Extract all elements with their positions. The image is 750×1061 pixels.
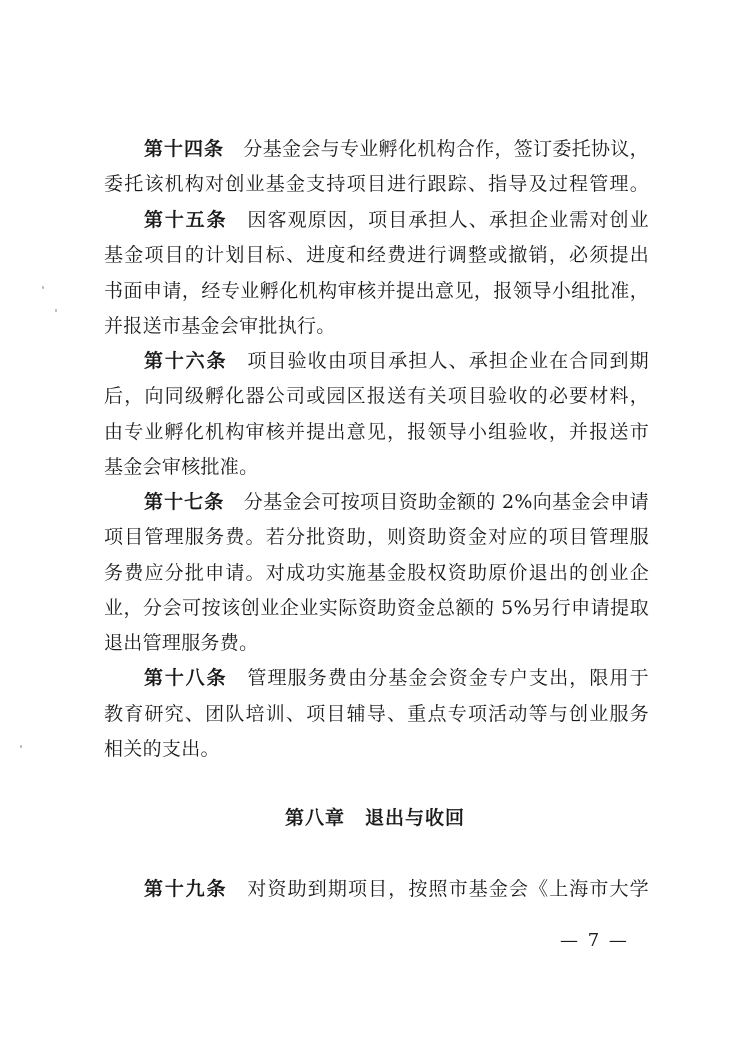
article-16-text: 项目验收由项目承担人、承担企业在合同到期 [247,350,649,372]
article-18-line-3: 相关的支出。 [104,738,220,760]
scan-speck [55,309,57,312]
article-18-text: 管理服务费由分基金会资金专户支出，限用于 [247,667,649,689]
article-19-first-line [144,877,649,901]
article-14-line-2: 委托该机构对创业基金支持项目进行跟踪、指导及过程管理。 [104,173,649,195]
article-14-text: 分基金会与专业孵化机构合作，签订委托协议， [243,138,649,160]
article-15-first-line [144,208,649,232]
article-17-label: 第十七条 [144,491,225,513]
article-17-line-3: 务费应分批申请。对成功实施基金股权资助原价退出的创业企 [104,562,649,584]
chapter-heading: 第八章 退出与收回 [284,807,465,829]
article-19-label: 第十九条 [144,878,228,900]
article-17-line-5: 退出管理服务费。 [104,632,259,654]
article-17-text: 分基金会可按项目资助金额的 2%向基金会申请 [243,491,649,513]
article-15-line-3: 书面申请，经专业孵化机构审核并提出意见，报领导小组批准， [104,280,649,302]
scan-speck [20,745,22,748]
article-15-label: 第十五条 [144,209,228,231]
article-16-first-line [144,349,649,373]
article-17-first-line [144,490,649,514]
article-16-line-4: 基金会审核批准。 [104,456,259,478]
article-14-first-line [144,137,649,161]
article-18-first-line [144,666,649,690]
article-15-text: 因客观原因，项目承担人、承担企业需对创业 [247,209,649,231]
article-19-text: 对资助到期项目，按照市基金会《上海市大学 [247,878,649,900]
article-15-line-4: 并报送市基金会审批执行。 [104,315,336,337]
article-14-label: 第十四条 [144,138,225,160]
page-number: — 7 — [560,930,629,951]
article-17-line-2: 项目管理服务费。若分批资助，则资助资金对应的项目管理服 [104,526,649,548]
article-15-line-2: 基金项目的计划目标、进度和经费进行调整或撤销，必须提出 [104,244,649,266]
article-18-label: 第十八条 [144,667,228,689]
article-18-line-2: 教育研究、团队培训、项目辅导、重点专项活动等与创业服务 [104,703,649,725]
article-17-line-4: 业，分会可按该创业企业实际资助资金总额的 5%另行申请提取 [104,597,649,619]
article-16-line-2: 后，向同级孵化器公司或园区报送有关项目验收的必要材料， [104,385,649,407]
article-16-label: 第十六条 [144,350,228,372]
article-16-line-3: 由专业孵化机构审核并提出意见，报领导小组验收，并报送市 [104,421,649,443]
scan-speck [42,286,44,289]
